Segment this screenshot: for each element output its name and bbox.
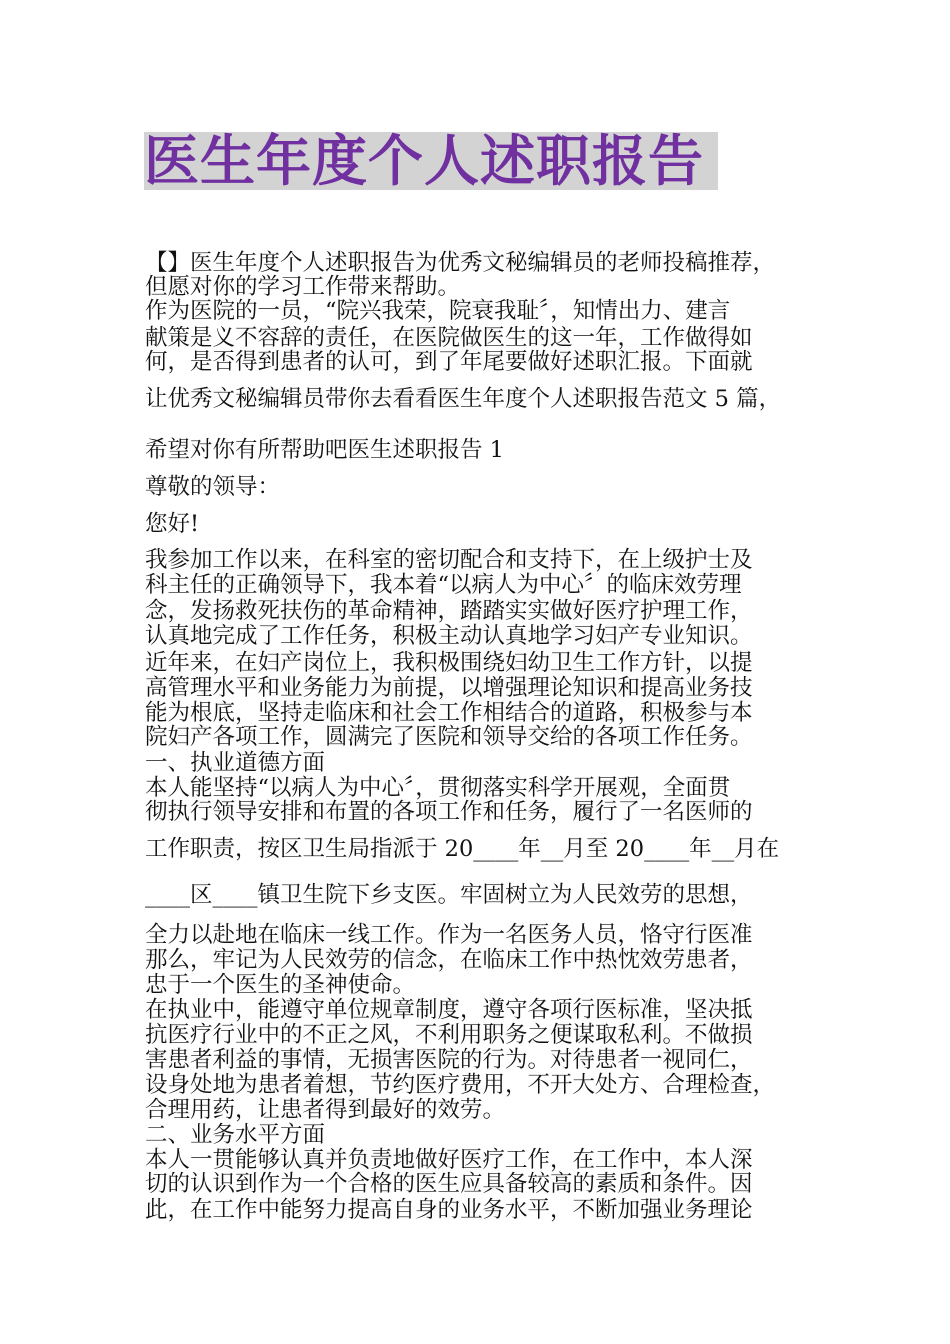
body-line: 院妇产各项工作，圆满完了医院和领导交给的各项工作任务。	[145, 724, 753, 750]
body-line: 全力以赴地在临床一线工作。作为一名医务人员，恪守行医准	[145, 922, 753, 948]
title-highlight	[144, 129, 718, 193]
document-title: 医生年度个人述职报告	[144, 129, 705, 193]
body-line: ____区____镇卫生院下乡支医。牢固树立为人民效劳的思想，	[145, 882, 753, 908]
body-line: 近年来，在妇产岗位上，我积极围绕妇幼卫生工作方针，以提	[145, 650, 753, 676]
body-line: 本人能坚持“以病人为中心〞，贯彻落实科学开展观，全面贯	[145, 775, 731, 801]
body-line: 何，是否得到患者的认可，到了年尾要做好述职汇报。下面就	[145, 349, 753, 375]
body-line: 作为医院的一员，“院兴我荣，院衰我耻〞，知情出力、建言	[145, 298, 731, 324]
body-line: 抗医疗行业中的不正之风，不利用职务之便谋取私利。不做损	[145, 1022, 753, 1048]
body-line: 在执业中，能遵守单位规章制度，遵守各项行医标准，坚决抵	[145, 997, 753, 1023]
body-line: 本人一贯能够认真并负责地做好医疗工作，在工作中，本人深	[145, 1147, 753, 1173]
body-line: 念，发扬救死扶伤的革命精神，踏踏实实做好医疗护理工作，	[145, 598, 753, 624]
body-line: 我参加工作以来，在科室的密切配合和支持下，在上级护士及	[145, 547, 753, 573]
body-line: 尊敬的领导：	[145, 474, 281, 500]
body-line: 能为根底，坚持走临床和社会工作相结合的道路，积极参与本	[145, 700, 753, 726]
body-line: 希望对你有所帮助吧医生述职报告 1	[145, 437, 504, 463]
body-line: 彻执行领导安排和布置的各项工作和任务，履行了一名医师的	[145, 799, 753, 825]
body-line: 您好!	[145, 511, 200, 537]
body-line: 献策是义不容辞的责任，在医院做医生的这一年，工作做得如	[145, 325, 753, 351]
body-line: 那么，牢记为人民效劳的信念，在临床工作中热忱效劳患者，	[145, 947, 753, 973]
body-line: 【】医生年度个人述职报告为优秀文秘编辑员的老师投稿推荐，	[145, 250, 776, 276]
body-line: 设身处地为患者着想，节约医疗费用，不开大处方、合理检查，	[145, 1072, 776, 1098]
body-line: 害患者利益的事情，无损害医院的行为。对待患者一视同仁，	[145, 1047, 753, 1073]
body-line: 忠于一个医生的圣神使命。	[145, 972, 416, 998]
body-line: 切的认识到作为一个合格的医生应具备较高的素质和条件。因	[145, 1171, 753, 1197]
body-line: 高管理水平和业务能力为前提，以增强理论知识和提高业务技	[145, 675, 753, 701]
body-line: 此，在工作中能努力提高自身的业务水平，不断加强业务理论	[145, 1197, 753, 1223]
body-line: 让优秀文秘编辑员带你去看看医生年度个人述职报告范文 5 篇，	[145, 386, 782, 412]
body-line: 合理用药，让患者得到最好的效劳。	[145, 1097, 506, 1123]
body-line: 工作职责，按区卫生局指派于 20____年__月至 20____年__月在	[145, 836, 780, 862]
body-line: 一、执业道德方面	[145, 750, 326, 776]
body-line: 认真地完成了工作任务，积极主动认真地学习妇产专业知识。	[145, 623, 753, 649]
body-line: 科主任的正确领导下，我本着“以病人为中心〞的临床效劳理	[145, 572, 742, 598]
body-line: 但愿对你的学习工作带来帮助。	[145, 274, 461, 300]
body-line: 二、业务水平方面	[145, 1122, 326, 1148]
